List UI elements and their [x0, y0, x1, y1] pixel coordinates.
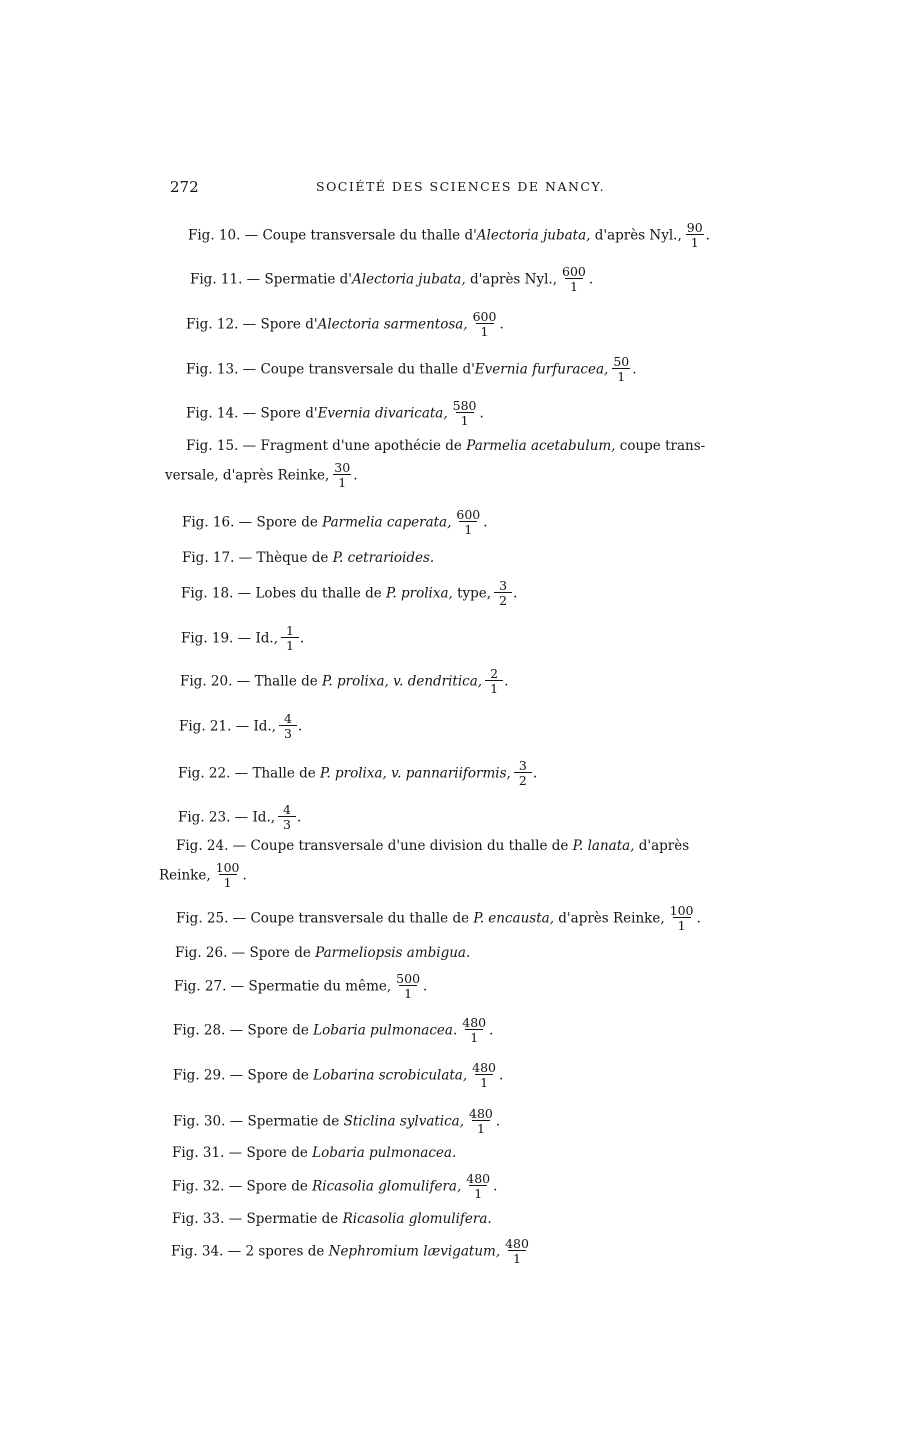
caption-text: Reinke, [159, 867, 211, 884]
magnification-fraction [494, 579, 512, 607]
figure-caption [172, 1213, 492, 1227]
fraction-denominator: 3 [279, 725, 297, 740]
figure-caption [172, 1173, 497, 1201]
magnification-fraction [454, 508, 482, 536]
caption-end: . [696, 910, 701, 927]
caption-text: Fig. 18. — Lobes du thalle de [181, 585, 387, 602]
caption-text: Fig. 15. — Fragment d'une apothécie de [186, 438, 467, 454]
taxon-name: P. cetrarioides. [332, 550, 435, 566]
fraction-denominator: 1 [333, 474, 351, 489]
fraction-numerator: 480 [505, 1236, 529, 1251]
fraction-denominator: 2 [494, 592, 512, 607]
magnification-fraction [451, 399, 479, 427]
magnification-fraction [332, 461, 352, 489]
figure-caption [182, 552, 434, 566]
fraction-denominator: 3 [278, 816, 296, 831]
taxon-name: Alectoria jubata, [476, 227, 591, 244]
magnification-fraction [503, 1237, 531, 1265]
magnification-fraction [485, 667, 503, 695]
fraction-numerator: 480 [472, 1060, 497, 1075]
caption-end: . [483, 514, 488, 531]
caption-text: Fig. 10. — Coupe transversale du thalle d' [188, 227, 477, 244]
caption-end: . [298, 718, 303, 735]
fraction-numerator: 480 [466, 1171, 491, 1186]
caption-text: Fig. 26. — Spore de [175, 945, 316, 961]
figure-caption [175, 947, 470, 961]
caption-text: Fig. 31. — Spore de [172, 1145, 313, 1161]
caption-end: . [297, 809, 302, 826]
fraction-denominator: 2 [514, 772, 532, 787]
caption-end: . [353, 467, 358, 484]
fraction-numerator: 1 [286, 623, 294, 638]
caption-end: . [242, 867, 247, 884]
magnification-fraction [460, 1016, 488, 1044]
caption-text: Fig. 33. — Spermatie de [172, 1211, 343, 1227]
fraction-denominator: 1 [472, 1120, 490, 1135]
caption-end: . [588, 271, 594, 288]
figure-caption [190, 266, 593, 294]
caption-text: Fig. 17. — Thèque de [182, 550, 333, 566]
taxon-name: Evernia divaricata, [317, 405, 448, 422]
fraction-numerator: 4 [284, 711, 292, 726]
fraction-denominator: 1 [686, 234, 704, 249]
caption-end: . [493, 1178, 498, 1195]
taxon-name: Lobaria pulmonacea. [313, 1022, 458, 1039]
fraction-numerator: 500 [396, 971, 421, 986]
figure-caption [186, 311, 504, 339]
fraction-numerator: 4 [283, 802, 291, 817]
magnification-fraction [278, 803, 296, 831]
caption-text: Fig. 20. — Thalle de [180, 673, 323, 690]
fraction-denominator: 1 [475, 1074, 493, 1089]
figure-caption [179, 713, 302, 741]
taxon-name: P. prolixa, v. pannariiformis, [320, 765, 511, 782]
fraction-numerator: 600 [562, 264, 586, 279]
figure-caption [173, 1108, 500, 1136]
fraction-denominator: 1 [673, 917, 691, 932]
caption-end: . [504, 673, 509, 690]
magnification-fraction [560, 265, 588, 293]
magnification-fraction [471, 310, 499, 338]
caption-tail: d'après [634, 838, 690, 854]
magnification-fraction [611, 355, 631, 383]
caption-end: . [423, 978, 428, 995]
figure-caption [176, 905, 701, 933]
magnification-fraction [470, 1061, 498, 1089]
fraction-numerator: 100 [215, 860, 240, 875]
taxon-name: P. encausta, [473, 910, 554, 927]
figure-caption [186, 400, 484, 428]
taxon-name: Ricasolia glomulifera, [312, 1178, 462, 1195]
caption-tail: d'après Reinke, [554, 910, 665, 927]
caption-tail: type, [452, 585, 492, 602]
taxon-name: Nephromium lævigatum, [328, 1243, 501, 1260]
figure-caption [181, 580, 517, 608]
caption-end: . [489, 1022, 494, 1039]
caption-text: Fig. 14. — Spore d' [186, 405, 318, 422]
fraction-numerator: 600 [472, 309, 497, 324]
fraction-denominator: 1 [459, 521, 477, 536]
caption-end: . [513, 585, 518, 602]
fraction-denominator: 1 [565, 278, 583, 293]
figure-caption [178, 804, 301, 832]
caption-tail: d'après Nyl., [590, 227, 682, 244]
taxon-name: P. prolixa, [386, 585, 453, 602]
figure-caption [159, 862, 247, 890]
caption-text: Fig. 32. — Spore de [172, 1178, 313, 1195]
taxon-name: Alectoria sarmentosa, [317, 316, 468, 333]
figure-caption [182, 509, 488, 537]
taxon-name: Parmelia acetabulum, [466, 438, 616, 454]
figure-caption [173, 1062, 503, 1090]
taxon-name: Parmeliopsis ambigua. [315, 945, 471, 961]
magnification-fraction [394, 972, 422, 1000]
caption-text: Fig. 28. — Spore de [173, 1022, 314, 1039]
page-number: 272 [170, 178, 199, 196]
fraction-denominator: 1 [219, 874, 237, 889]
fraction-denominator: 1 [399, 985, 417, 1000]
fraction-numerator: 2 [490, 666, 499, 681]
caption-text: Fig. 19. — Id., [181, 630, 279, 647]
fraction-denominator: 1 [465, 1029, 483, 1044]
fraction-numerator: 600 [456, 507, 481, 522]
magnification-fraction [281, 624, 299, 652]
caption-end: . [632, 361, 637, 378]
figure-caption [176, 840, 689, 854]
fraction-denominator: 1 [612, 368, 630, 383]
fraction-numerator: 480 [469, 1106, 493, 1121]
magnification-fraction [685, 221, 705, 249]
caption-end: . [479, 405, 484, 422]
taxon-name: Parmelia caperata, [322, 514, 452, 531]
magnification-fraction [668, 904, 696, 932]
fraction-numerator: 100 [669, 903, 694, 918]
fraction-numerator: 580 [452, 398, 477, 413]
caption-tail: coupe trans- [615, 438, 706, 454]
taxon-name: P. lanata, [572, 838, 635, 854]
caption-text: Fig. 30. — Spermatie de [173, 1113, 344, 1130]
fraction-numerator: 50 [613, 354, 630, 369]
journal-title: SOCIÉTÉ DES SCIENCES DE NANCY. [316, 179, 606, 194]
taxon-name: Lobarina scrobiculata, [313, 1067, 468, 1084]
figure-caption [186, 440, 705, 454]
fraction-numerator: 480 [462, 1015, 487, 1030]
page-header [170, 178, 770, 198]
magnification-fraction [464, 1172, 492, 1200]
fraction-numerator: 3 [518, 758, 527, 773]
fraction-denominator: 1 [485, 680, 503, 695]
magnification-fraction [514, 759, 532, 787]
caption-end: . [499, 1067, 504, 1084]
caption-end: . [705, 227, 710, 244]
caption-text: Fig. 25. — Coupe transversale du thalle de [176, 910, 474, 927]
fraction-denominator: 1 [476, 323, 494, 338]
figure-caption [178, 760, 537, 788]
caption-text: Fig. 13. — Coupe transversale du thalle d' [186, 361, 475, 378]
figure-caption [188, 222, 710, 250]
figure-caption [181, 625, 304, 653]
fraction-denominator: 1 [456, 412, 474, 427]
taxon-name: Evernia furfuracea, [474, 361, 609, 378]
taxon-name: Alectoria jubata, [352, 271, 466, 288]
caption-text: Fig. 34. — 2 spores de [171, 1243, 329, 1260]
figure-caption [174, 973, 427, 1001]
figure-caption [173, 1017, 493, 1045]
caption-text: Fig. 11. — Spermatie d' [190, 271, 353, 288]
caption-end: . [300, 630, 305, 647]
magnification-fraction [467, 1107, 495, 1135]
caption-tail: d'après Nyl., [465, 271, 557, 288]
caption-end: . [532, 765, 538, 782]
fraction-numerator: 30 [334, 460, 351, 475]
figure-caption [180, 668, 508, 696]
caption-text: Fig. 24. — Coupe transversale d'une division du thalle de [176, 838, 573, 854]
caption-text: Fig. 27. — Spermatie du même, [174, 978, 392, 995]
caption-text: versale, d'après Reinke, [165, 467, 330, 484]
caption-text: Fig. 16. — Spore de [182, 514, 323, 531]
taxon-name: Sticlina sylvatica, [343, 1113, 465, 1130]
fraction-denominator: 1 [469, 1185, 487, 1200]
figure-caption [172, 1147, 456, 1161]
taxon-name: Ricasolia glomulifera. [342, 1211, 492, 1227]
fraction-numerator: 90 [686, 220, 703, 235]
magnification-fraction [279, 712, 297, 740]
caption-text: Fig. 22. — Thalle de [178, 765, 321, 782]
caption-end: . [499, 316, 504, 333]
fraction-numerator: 3 [499, 578, 508, 593]
figure-caption [171, 1238, 532, 1266]
caption-text: Fig. 29. — Spore de [173, 1067, 314, 1084]
fraction-denominator: 1 [281, 637, 299, 652]
caption-end: . [495, 1113, 501, 1130]
magnification-fraction [214, 861, 242, 889]
caption-text: Fig. 21. — Id., [179, 718, 277, 735]
figure-caption [165, 462, 357, 490]
fraction-denominator: 1 [508, 1250, 526, 1265]
taxon-name: Lobaria pulmonacea. [312, 1145, 457, 1161]
caption-text: Fig. 23. — Id., [178, 809, 276, 826]
taxon-name: P. prolixa, v. dendritica, [322, 673, 483, 690]
figure-caption [186, 356, 637, 384]
caption-text: Fig. 12. — Spore d' [186, 316, 318, 333]
